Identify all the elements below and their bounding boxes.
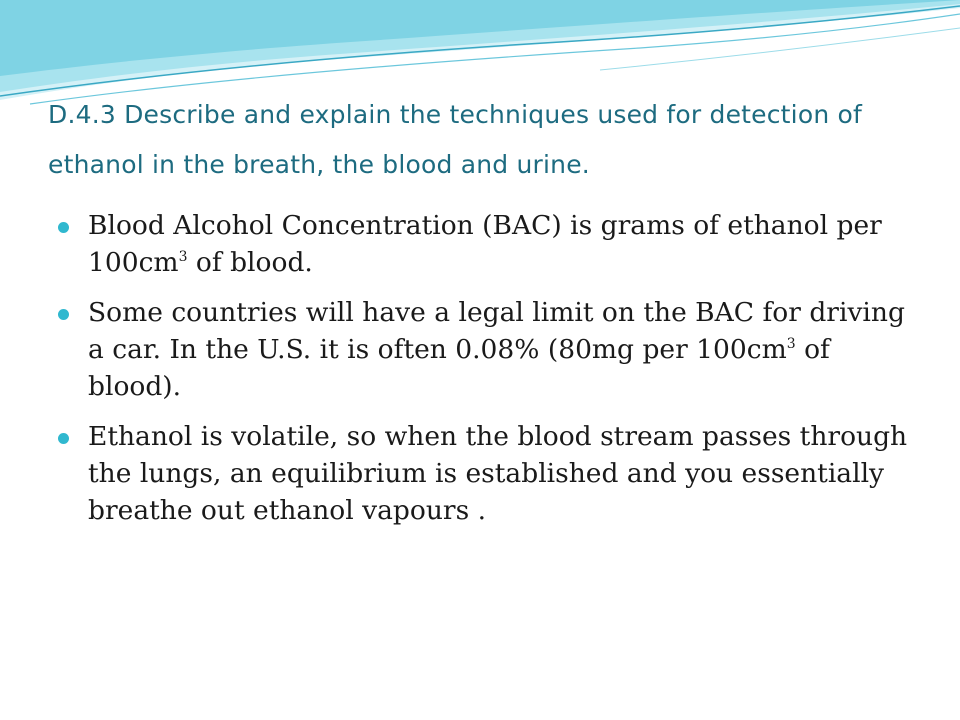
bullet-item [58,294,918,405]
bullet-list [58,207,918,542]
bullet-text-start: Blood Alcohol Concentration (BAC) is grams of ethanol per 100cm [88,210,882,278]
bullet-text-end: of blood. [187,247,313,278]
bullet-text-start: Some countries will have a legal limit on the BAC for driving a car. In the U.S. it is often 0.08% (80mg per 100cm [88,297,905,365]
bullet-item [58,418,918,529]
slide-title: D.4.3 Describe and explain the techniques used for detection of ethanol in the breath, the blood and urine. [48,100,863,179]
bullet-dot-icon [58,222,69,233]
superscript: 3 [178,249,188,265]
superscript: 3 [786,336,796,352]
bullet-dot-icon [58,309,69,320]
bullet-text-end: of blood). [88,334,830,402]
bullet-item [58,207,918,281]
bullet-dot-icon [58,433,69,444]
bullet-text: Ethanol is volatile, so when the blood stream passes through the lungs, an equilibrium is established and you essentially breathe out ethanol vapours . [88,421,908,526]
